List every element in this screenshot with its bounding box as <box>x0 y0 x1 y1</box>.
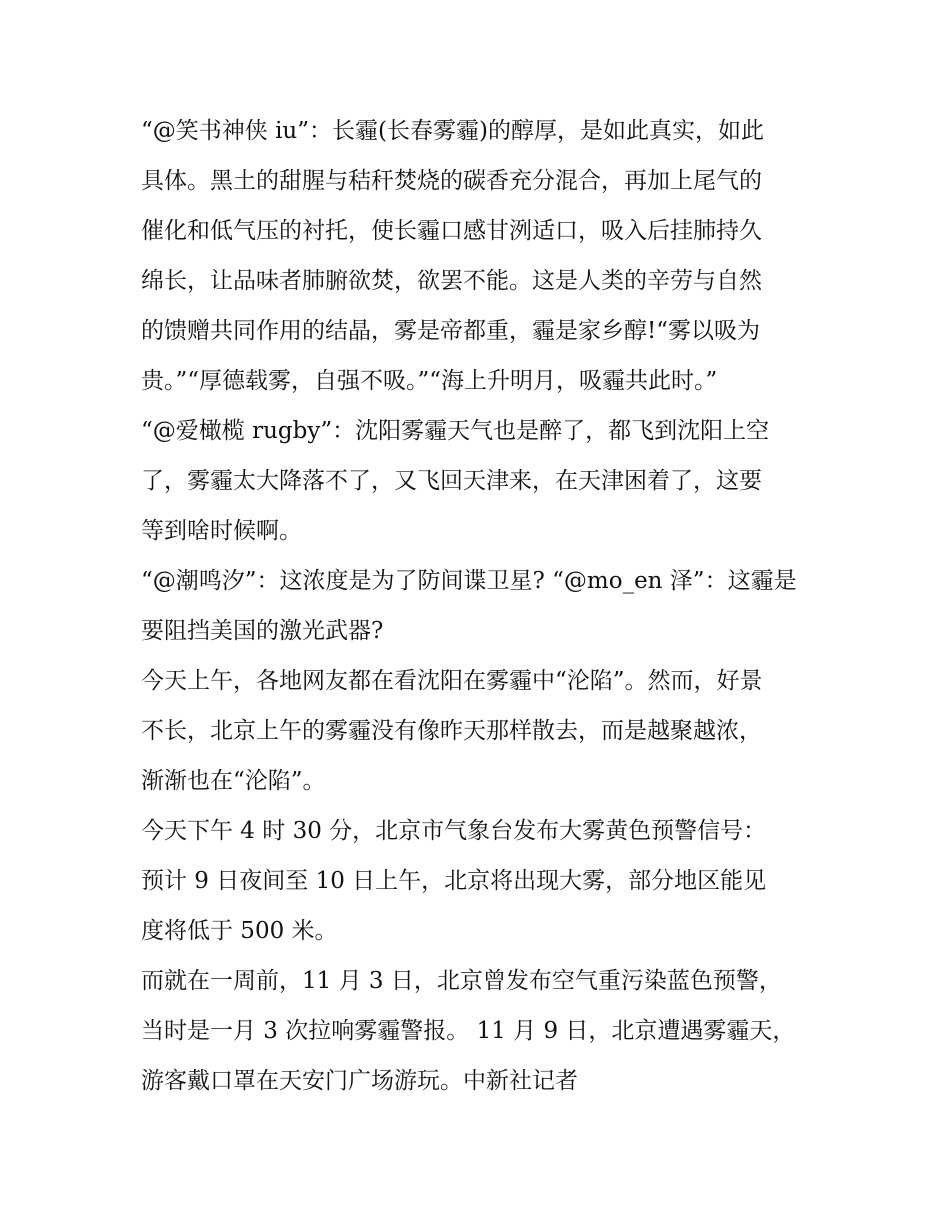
text-line: “@笑书神侠 iu”：长霾(长春雾霾)的醇厚，是如此真实，如此 <box>141 118 764 144</box>
text-line: “@爱橄榄 rugby”：沈阳雾霾天气也是醉了，都飞到沈阳上空 <box>141 418 770 444</box>
text-line: 预计 9 日夜间至 10 日上午，北京将出现大雾，部分地区能见 <box>141 868 767 894</box>
text-line: “@潮鸣汐”：这浓度是为了防间谍卫星? “@mo_en 泽”：这霾是 <box>141 568 797 594</box>
text-line: 了，雾霾太大降落不了，又飞回天津来，在天津困着了，这要 <box>141 468 762 494</box>
text-line: 当时是一月 3 次拉响雾霾警报。 11 月 9 日，北京遭遇雾霾天， <box>141 1018 796 1044</box>
text-line: 不长，北京上午的雾霾没有像昨天那样散去，而是越聚越浓， <box>141 718 762 744</box>
text-line: 贵。”“厚德载雾，自强不吸。”“海上升明月，吸霾共此时。” <box>141 368 718 394</box>
text-line: 的馈赠共同作用的结晶，雾是帝都重，霾是家乡醇!“雾以吸为 <box>141 318 761 344</box>
text-line: 而就在一周前，11 月 3 日，北京曾发布空气重污染蓝色预警， <box>141 968 782 994</box>
text-line: 绵长，让品味者肺腑欲焚，欲罢不能。这是人类的辛劳与自然 <box>141 268 762 294</box>
text-line: 游客戴口罩在天安门广场游玩。中新社记者 <box>141 1068 578 1094</box>
text-line: 今天下午 4 时 30 分，北京市气象台发布大雾黄色预警信号： <box>141 818 767 844</box>
text-line: 等到啥时候啊。 <box>141 518 302 544</box>
text-line: 催化和低气压的衬托，使长霾口感甘洌适口，吸入后挂肺持久 <box>141 218 762 244</box>
text-line: 要阻挡美国的激光武器? <box>141 618 384 644</box>
text-line: 度将低于 500 米。 <box>141 918 338 944</box>
text-line: 今天上午，各地网友都在看沈阳在雾霾中“沦陷”。然而，好景 <box>141 668 763 694</box>
text-line: 具体。黑土的甜腥与秸秆焚烧的碳香充分混合，再加上尾气的 <box>141 168 762 194</box>
text-line: 渐渐也在“沦陷”。 <box>141 768 326 794</box>
